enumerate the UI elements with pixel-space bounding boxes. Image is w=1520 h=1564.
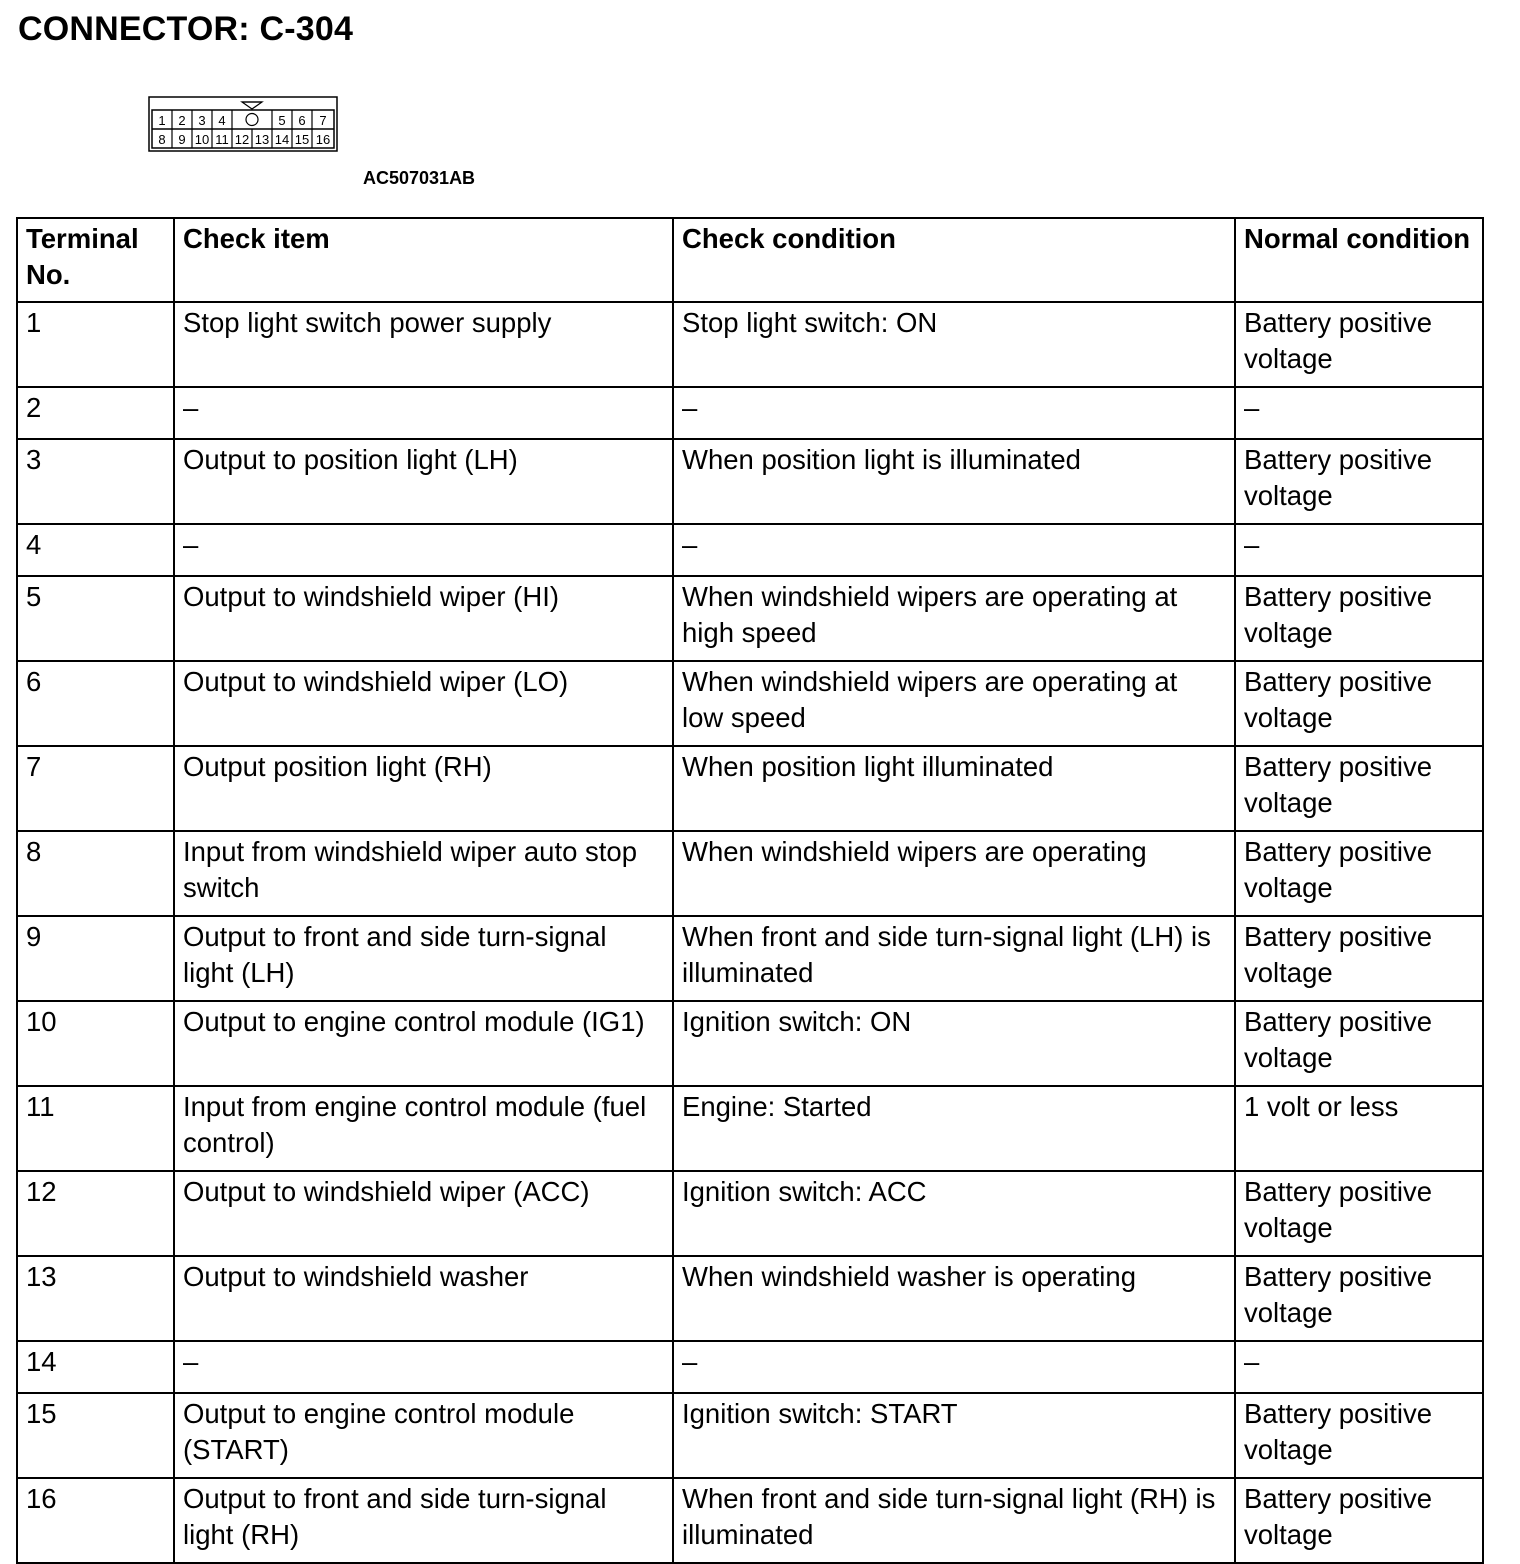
table-row [17,1341,1483,1393]
header-check-condition: Check condition [673,218,1235,302]
check-item-cell: Input from engine control module (fuel control) [174,1086,673,1171]
normal-condition-cell: – [1235,524,1483,576]
check-item-cell: Stop light switch power supply [174,302,673,387]
header-check-item: Check item [174,218,673,302]
pin-label: 5 [278,113,286,128]
normal-condition-cell: Battery positive voltage [1235,302,1483,387]
check-item-cell: Output to windshield wiper (LO) [174,661,673,746]
normal-condition-cell: Battery positive voltage [1235,1171,1483,1256]
table-row [17,1171,1483,1256]
pin-label: 13 [254,132,270,147]
check-item-cell: Output to front and side turn-signal light (RH) [174,1478,673,1563]
table-row [17,916,1483,1001]
page-title: CONNECTOR: C-304 [18,10,354,48]
terminal-cell: 3 [17,439,174,524]
pin-label: 16 [315,132,331,147]
header-normal-condition: Normal condition [1235,218,1483,302]
normal-condition-cell: Battery positive voltage [1235,576,1483,661]
check-condition-cell: When windshield wipers are operating [673,831,1235,916]
check-condition-cell: When windshield washer is operating [673,1256,1235,1341]
pin-label: 9 [178,132,186,147]
table-row [17,1256,1483,1341]
table-row [17,831,1483,916]
check-condition-cell: Ignition switch: START [673,1393,1235,1478]
connector-diagram [148,96,338,152]
terminal-cell: 10 [17,1001,174,1086]
check-item-cell: – [174,1341,673,1393]
check-condition-cell: Ignition switch: ACC [673,1171,1235,1256]
pin-label: 6 [298,113,306,128]
check-item-cell: Output to windshield wiper (HI) [174,576,673,661]
check-item-cell: Output position light (RH) [174,746,673,831]
check-item-cell: Output to windshield washer [174,1256,673,1341]
pin-label: 2 [178,113,186,128]
check-item-cell: Output to front and side turn-signal light (LH) [174,916,673,1001]
check-condition-cell: Engine: Started [673,1086,1235,1171]
terminal-cell: 15 [17,1393,174,1478]
check-condition-cell: Stop light switch: ON [673,302,1235,387]
pin-label: 4 [218,113,226,128]
normal-condition-cell: Battery positive voltage [1235,1478,1483,1563]
check-condition-cell: When windshield wipers are operating at high speed [673,576,1235,661]
pin-label: 3 [198,113,206,128]
terminal-cell: 8 [17,831,174,916]
check-item-cell: Output to position light (LH) [174,439,673,524]
check-condition-cell: When position light illuminated [673,746,1235,831]
check-item-cell: Output to engine control module (IG1) [174,1001,673,1086]
normal-condition-cell: Battery positive voltage [1235,831,1483,916]
normal-condition-cell: Battery positive voltage [1235,916,1483,1001]
normal-condition-cell: 1 volt or less [1235,1086,1483,1171]
table-row [17,576,1483,661]
check-condition-cell: When position light is illuminated [673,439,1235,524]
table-row [17,1001,1483,1086]
check-item-cell: Input from windshield wiper auto stop switch [174,831,673,916]
normal-condition-cell: Battery positive voltage [1235,661,1483,746]
pin-label: 7 [319,113,327,128]
terminal-cell: 9 [17,916,174,1001]
table-row [17,661,1483,746]
figure-code: AC507031AB [363,168,476,188]
terminal-cell: 2 [17,387,174,439]
check-condition-cell: – [673,1341,1235,1393]
terminal-cell: 4 [17,524,174,576]
table-row [17,1086,1483,1171]
terminal-cell: 16 [17,1478,174,1563]
check-condition-cell: – [673,524,1235,576]
normal-condition-cell: – [1235,387,1483,439]
terminal-cell: 6 [17,661,174,746]
normal-condition-cell: Battery positive voltage [1235,746,1483,831]
pin-label: 10 [194,132,210,147]
check-item-cell: – [174,387,673,439]
table-row [17,1393,1483,1478]
check-item-cell: – [174,524,673,576]
check-condition-cell: When front and side turn-signal light (LH) is illuminated [673,916,1235,1001]
pin-label: 8 [158,132,166,147]
check-condition-cell: – [673,387,1235,439]
normal-condition-cell: Battery positive voltage [1235,439,1483,524]
normal-condition-cell: – [1235,1341,1483,1393]
check-condition-cell: When front and side turn-signal light (RH) is illuminated [673,1478,1235,1563]
pin-label: 11 [215,132,229,147]
header-terminal-no: Terminal No. [17,218,174,302]
pin-label: 12 [234,132,250,147]
terminal-cell: 5 [17,576,174,661]
table-row [17,387,1483,439]
terminal-cell: 11 [17,1086,174,1171]
normal-condition-cell: Battery positive voltage [1235,1393,1483,1478]
check-condition-cell: When windshield wipers are operating at low speed [673,661,1235,746]
pin-label: 1 [158,113,166,128]
connector-face-drawing [148,96,338,152]
check-item-cell: Output to engine control module (START) [174,1393,673,1478]
table-header-row [17,218,1483,302]
check-item-cell: Output to windshield wiper (ACC) [174,1171,673,1256]
terminal-cell: 14 [17,1341,174,1393]
table-row [17,1478,1483,1563]
normal-condition-cell: Battery positive voltage [1235,1256,1483,1341]
terminal-check-table [16,217,1484,1564]
table-row [17,439,1483,524]
table-row [17,524,1483,576]
terminal-cell: 13 [17,1256,174,1341]
terminal-cell: 7 [17,746,174,831]
normal-condition-cell: Battery positive voltage [1235,1001,1483,1086]
terminal-cell: 12 [17,1171,174,1256]
terminal-cell: 1 [17,302,174,387]
table-row [17,746,1483,831]
pin-label: 14 [274,132,290,147]
table-row [17,302,1483,387]
pin-label: 15 [294,132,310,147]
check-condition-cell: Ignition switch: ON [673,1001,1235,1086]
